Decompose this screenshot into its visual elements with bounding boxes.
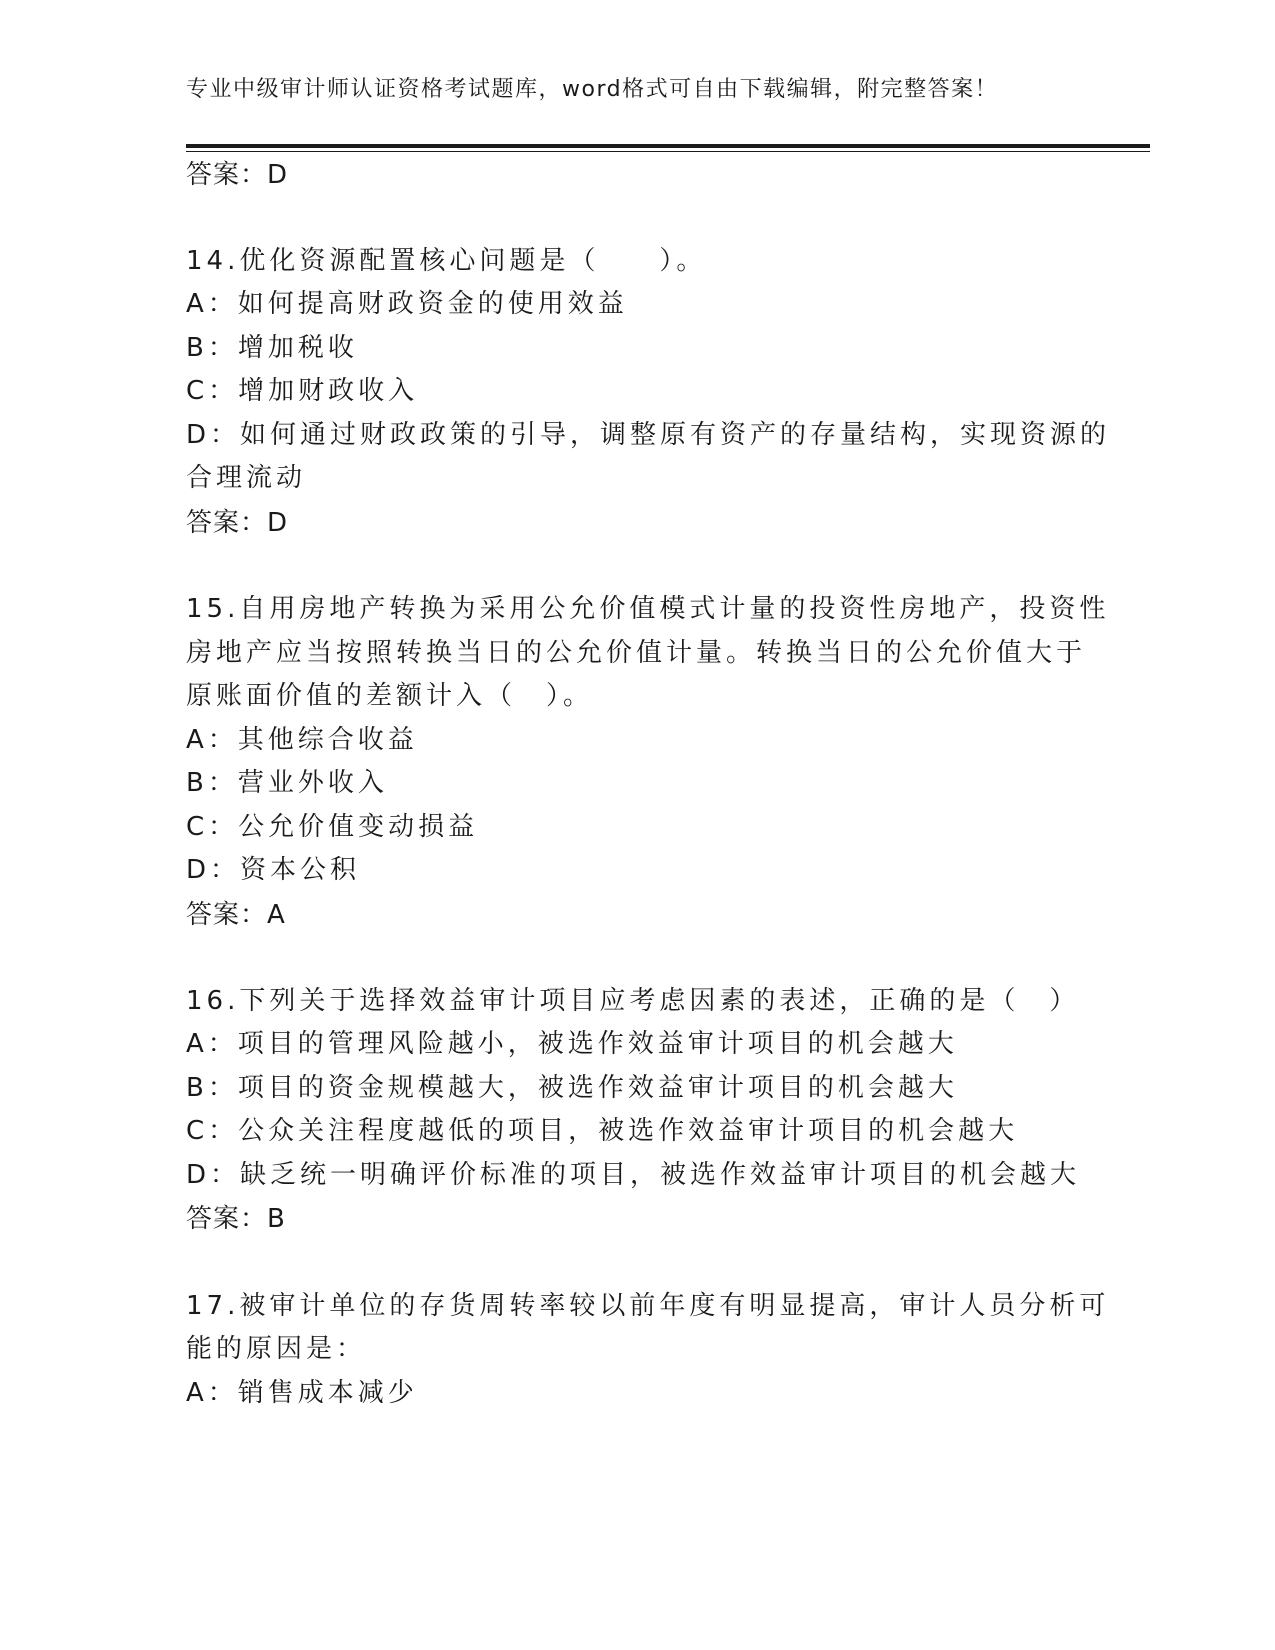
question-14-option-a: A：如何提高财政资金的使用效益 (186, 289, 628, 319)
question-16-option-a: A：项目的管理风险越小，被选作效益审计项目的机会越大 (186, 1029, 958, 1059)
question-14-option-d-line-1: D：如何通过财政政策的引导，调整原有资产的存量结构，实现资源的 (186, 420, 1111, 450)
question-14-option-b: B：增加税收 (186, 333, 358, 363)
question-17-line-1: 17.被审计单位的存货周转率较以前年度有明显提高，审计人员分析可 (186, 1291, 1110, 1321)
header-rule-thick (186, 144, 1150, 148)
answer-16: 答案：B (186, 1204, 286, 1234)
question-15-option-a: A：其他综合收益 (186, 725, 418, 755)
question-15-line-1: 15.自用房地产转换为采用公允价值模式计量的投资性房地产，投资性 (186, 594, 1110, 624)
question-15-option-c: C：公允价值变动损益 (186, 812, 479, 842)
page-header: 专业中级审计师认证资格考试题库，word格式可自由下载编辑，附完整答案！ (186, 77, 999, 102)
question-15-line-3: 原账面价值的差额计入（ ）。 (186, 681, 594, 711)
question-16-option-d: D：缺乏统一明确评价标准的项目，被选作效益审计项目的机会越大 (186, 1160, 1081, 1190)
answer-14: 答案：D (186, 508, 289, 538)
question-17-line-2: 能的原因是： (186, 1334, 367, 1364)
header-rule-thin (186, 151, 1150, 152)
question-14-line-1: 14.优化资源配置核心问题是（ ）。 (186, 246, 707, 276)
question-15-option-d: D：资本公积 (186, 855, 361, 885)
question-16-line-1: 16.下列关于选择效益审计项目应考虑因素的表述，正确的是（ ） (186, 986, 1080, 1016)
question-14-option-d-line-2: 合理流动 (186, 463, 307, 493)
answer-13: 答案：D (186, 160, 289, 190)
question-14-option-c: C：增加财政收入 (186, 376, 419, 406)
question-15-line-2: 房地产应当按照转换当日的公允价值计量。转换当日的公允价值大于 (186, 638, 1087, 668)
question-17-option-a: A：销售成本减少 (186, 1378, 418, 1408)
question-16-option-c: C：公众关注程度越低的项目，被选作效益审计项目的机会越大 (186, 1116, 1019, 1146)
question-16-option-b: B：项目的资金规模越大，被选作效益审计项目的机会越大 (186, 1073, 958, 1103)
answer-15: 答案：A (186, 900, 286, 930)
question-15-option-b: B：营业外收入 (186, 768, 388, 798)
